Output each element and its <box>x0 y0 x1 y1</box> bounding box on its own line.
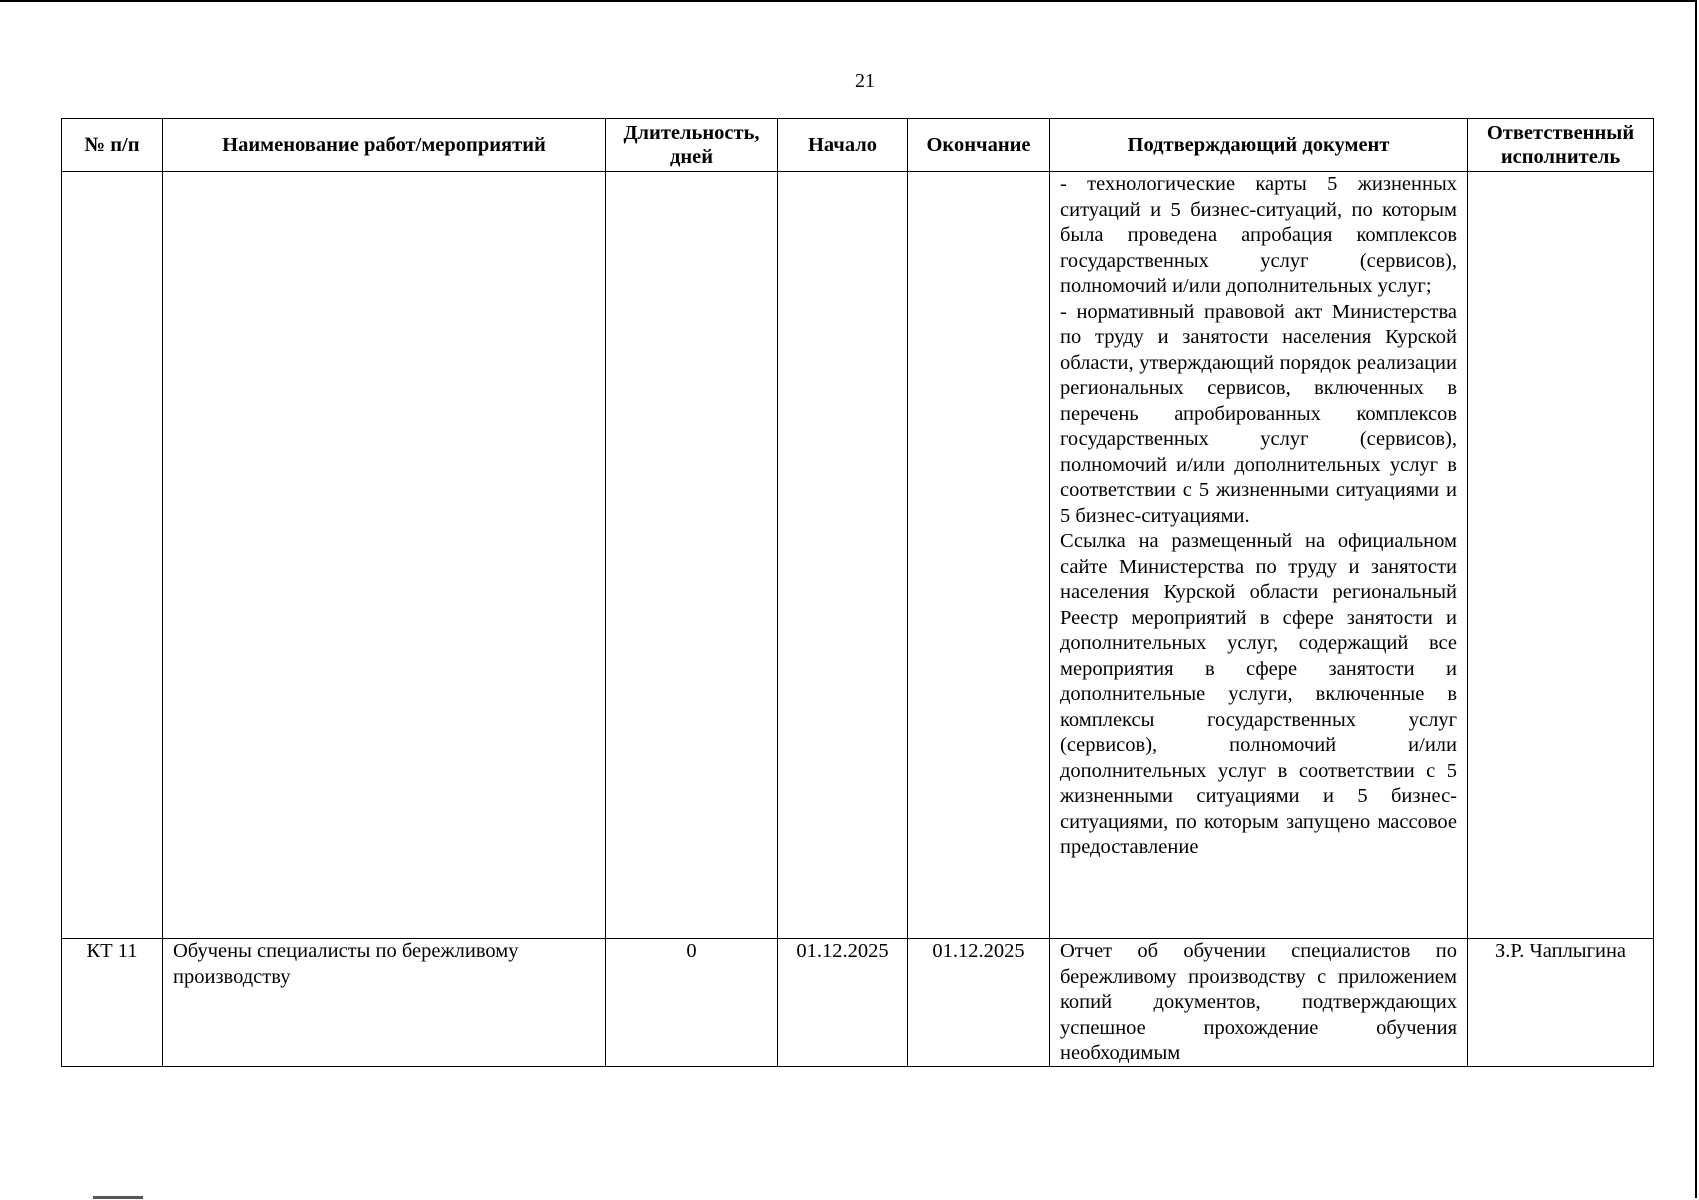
header-start: Начало <box>778 119 908 172</box>
cell-num: КТ 11 <box>62 939 163 1067</box>
header-duration: Длительность, дней <box>606 119 778 172</box>
cell-start: 01.12.2025 <box>778 939 908 1067</box>
cell-document <box>1050 172 1468 939</box>
header-document: Подтверждающий документ <box>1050 119 1468 172</box>
document-paragraph: - технологические карты 5 жизненных ситуаций и 5 бизнес-ситуаций, по которым была проведена апробация комплексов государственных услуг (сервисов), полномочий и/или дополнительных услуг; <box>1060 173 1457 297</box>
cell-name <box>163 172 606 939</box>
header-name: Наименование работ/мероприятий <box>163 119 606 172</box>
header-responsible: Ответственный исполнитель <box>1468 119 1654 172</box>
table-row <box>62 172 1654 939</box>
table-row <box>62 939 1654 1067</box>
document-paragraph: - нормативный правовой акт Министерства по труду и занятости населения Курской области, утверждающий порядок реализации региональных сервисов, включенных в перечень апробированных комплексов государственных услуг (сервисов), полномочий и/или дополнительных услуг в соответствии с 5 жизненными ситуациями и 5 бизнес-ситуациями. <box>1060 300 1457 527</box>
cell-num <box>62 172 163 939</box>
cell-name: Обучены специалисты по бережливому производству <box>163 939 606 1067</box>
cell-document <box>1050 939 1468 1067</box>
document-clip <box>1060 939 1457 1066</box>
cell-duration: 0 <box>606 939 778 1067</box>
cell-responsible: З.Р. Чаплыгина <box>1468 939 1654 1067</box>
document-paragraph: Отчет об обучении специалистов по бережливому производству с приложением копий документов, подтверждающих успешное прохождение обучения необходимым <box>1060 940 1457 1064</box>
scan-mark <box>93 1196 143 1199</box>
header-num: № п/п <box>62 119 163 172</box>
schedule-table <box>61 118 1654 1067</box>
cell-end <box>908 172 1050 939</box>
cell-end: 01.12.2025 <box>908 939 1050 1067</box>
document-paragraph: Ссылка на размещенный на официальном сайте Министерства по труду и занятости населения Курской области региональный Реестр мероприятий в сфере занятости и дополнительных услуг, содержащий все мероприятия в сфере занятости и дополнительные услуги, включенные в комплексы государственных услуг (сервисов), полномочий и/или дополнительных услуг в соответствии с 5 жизненными ситуациями и 5 бизнес-ситуациями, по которым запущено массовое предоставление <box>1060 530 1457 858</box>
cell-duration <box>606 172 778 939</box>
cell-responsible <box>1468 172 1654 939</box>
header-end: Окончание <box>908 119 1050 172</box>
table-header-row <box>62 119 1654 172</box>
cell-start <box>778 172 908 939</box>
page-number: 21 <box>855 70 875 92</box>
